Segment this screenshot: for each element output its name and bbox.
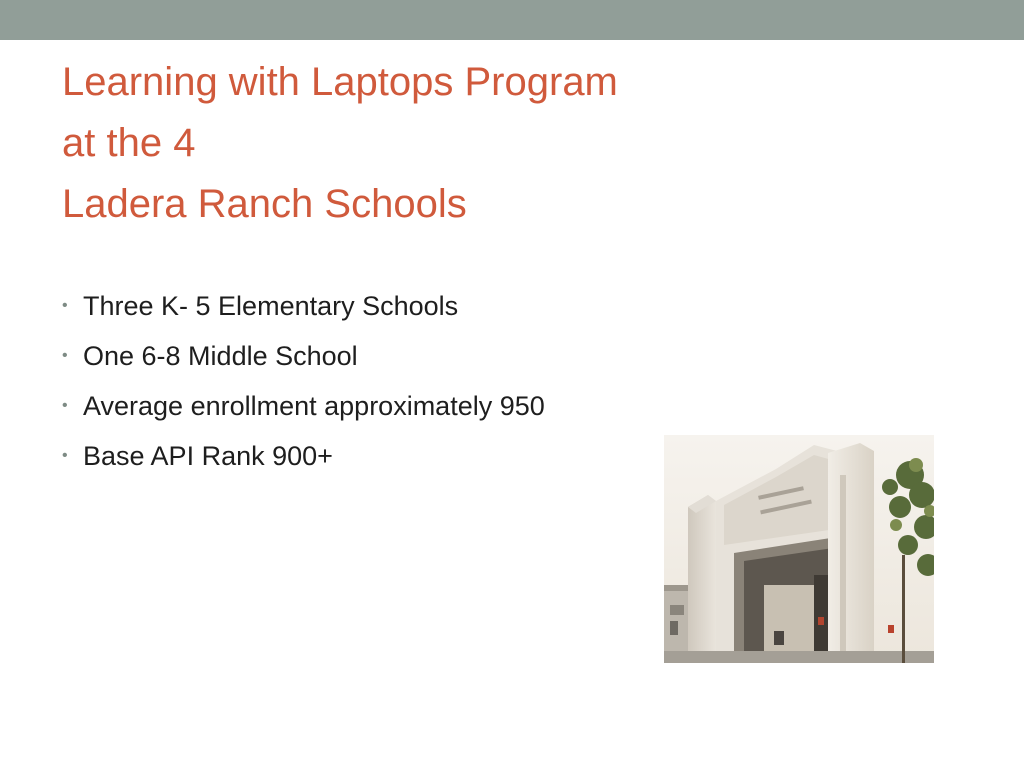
- slide-title: [62, 52, 942, 235]
- bullet-dot-icon: •: [62, 297, 68, 314]
- top-accent-band: [0, 0, 1024, 40]
- bullet-item: [62, 281, 545, 331]
- title-line: at the 4: [62, 121, 196, 165]
- bullet-text: Average enrollment approximately 950: [83, 391, 545, 421]
- title-line: Learning with Laptops Program: [62, 60, 618, 104]
- bullet-item: [62, 381, 545, 431]
- bullet-text: Three K- 5 Elementary Schools: [83, 291, 459, 321]
- bullet-text: Base API Rank 900+: [83, 441, 333, 471]
- bullet-dot-icon: •: [62, 397, 68, 414]
- title-line: Ladera Ranch Schools: [62, 182, 467, 226]
- bullet-dot-icon: •: [62, 447, 68, 464]
- bullet-list: [62, 281, 545, 481]
- bullet-text: One 6-8 Middle School: [83, 341, 358, 371]
- bullet-item: [62, 331, 545, 381]
- bullet-dot-icon: •: [62, 347, 68, 364]
- school-building-photo: [664, 435, 934, 663]
- bullet-item: [62, 431, 545, 481]
